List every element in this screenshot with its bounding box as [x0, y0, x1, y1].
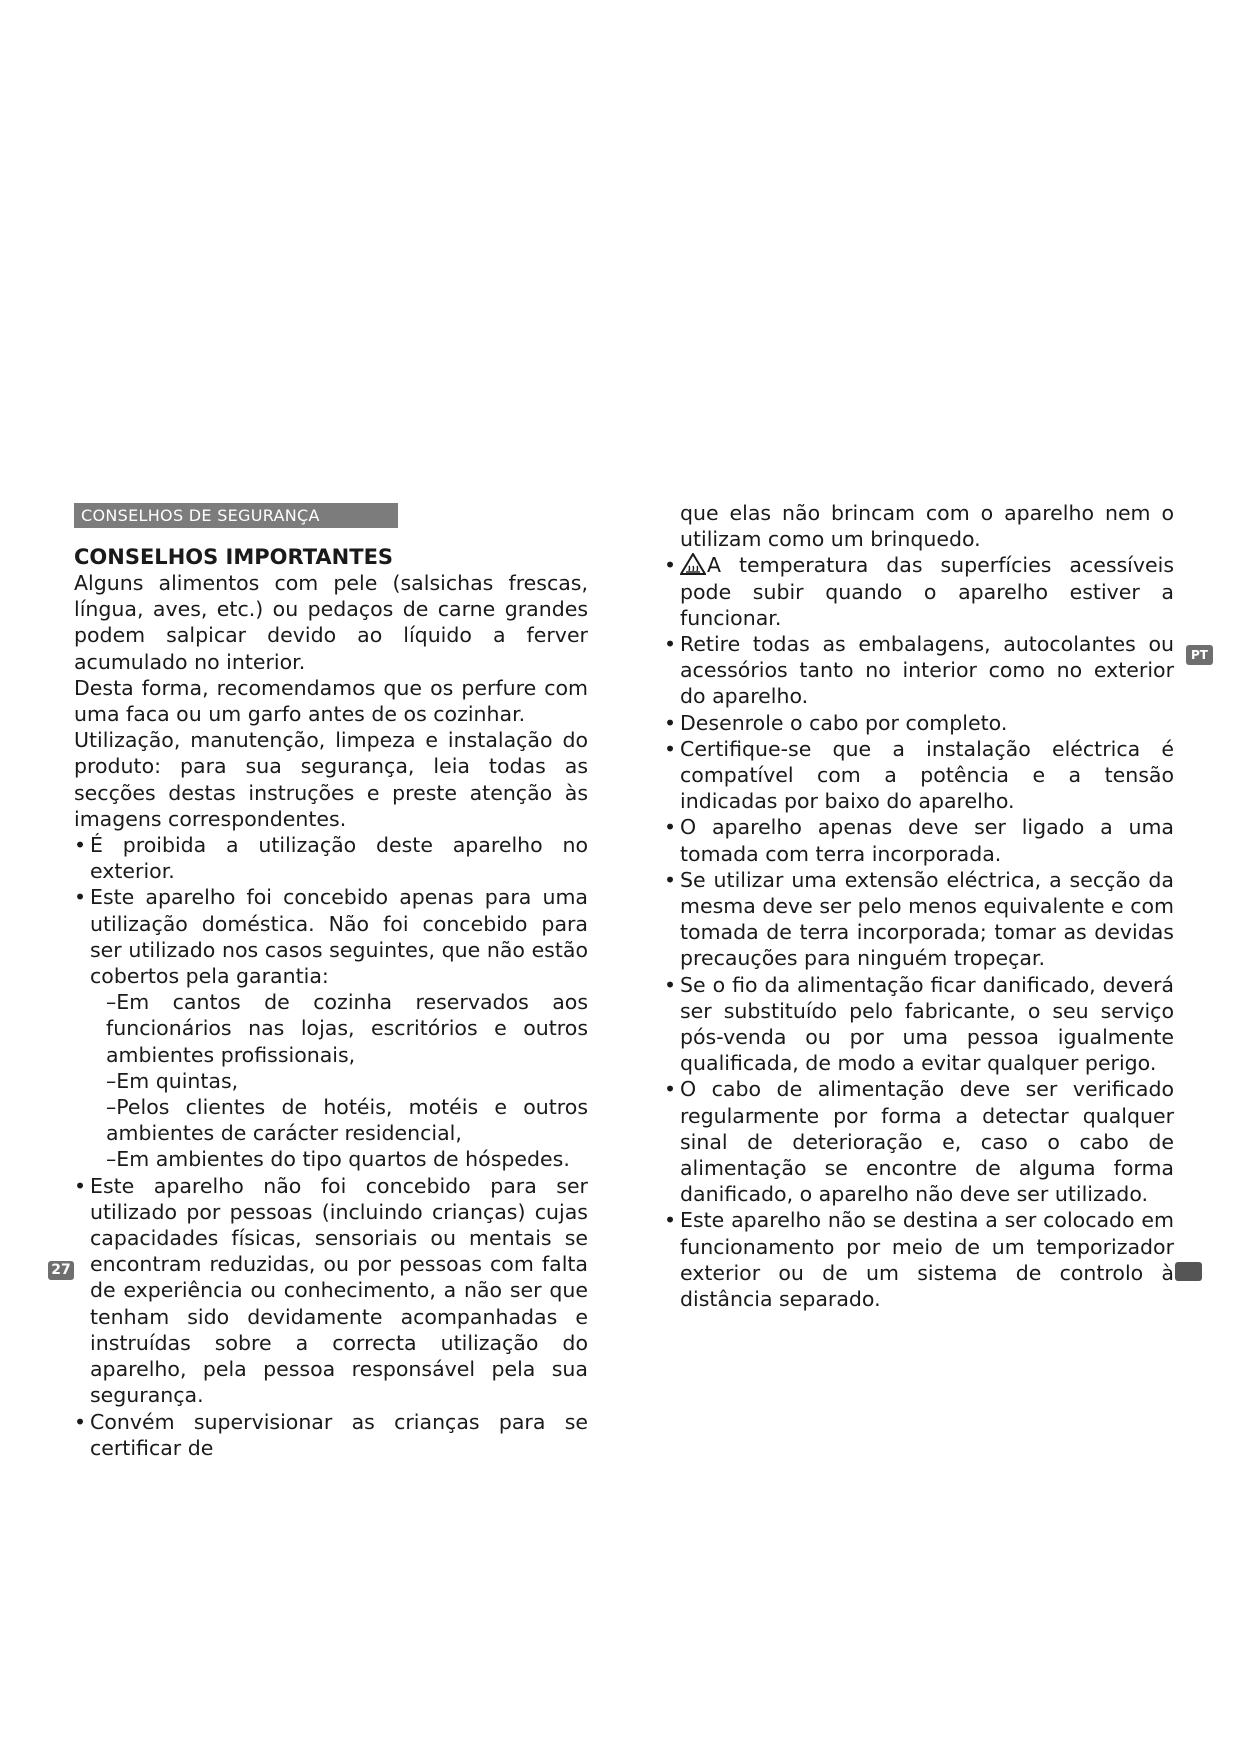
list-item-warning	[664, 552, 1174, 631]
list-item	[664, 1207, 1174, 1312]
left-column	[74, 500, 588, 1461]
list-item	[664, 631, 1174, 710]
bullet-icon: •	[664, 867, 677, 892]
list-item-text: Convém supervisionar as crianças para se certificar de	[90, 1409, 588, 1460]
list-item	[74, 1173, 588, 1409]
bullet-icon: •	[664, 815, 677, 840]
language-tab: PT	[1186, 645, 1213, 665]
sub-list-item: –Pelos clientes de hotéis, motéis e outros ambientes de carácter residencial,	[106, 1095, 588, 1146]
bullet-icon: •	[664, 632, 677, 657]
list-item-text-warning	[680, 552, 1174, 631]
list-item-text: Se utilizar uma extensão eléctrica, a secção da mesma deve ser pelo menos equivalente e com tomada de terra incorporada; tomar as devidas precauções para ninguém tropeçar.	[680, 867, 1174, 971]
page-number: 27	[48, 1261, 74, 1280]
list-item-text: Este aparelho não foi concebido para ser utilizado por pessoas (incluindo crianças) cujas capacidades físicas, sensoriais ou mentais se encontram reduzidas, ou por pessoas com falta de experiência ou conhecimento, a não ser que tenham sido devidamente acompanhadas e instruídas sobre a correcta utilização do aparelho, pela pessoa responsável pela sua segurança.	[90, 1173, 588, 1408]
list-item-text: Se o fio da alimentação ficar danificado, deverá ser substituído pelo fabricante, o seu serviço pós-venda ou por uma pessoa igualmente qualificada, de modo a evitar qualquer perigo.	[680, 972, 1174, 1076]
list-item	[664, 710, 1174, 736]
list-item	[664, 972, 1174, 1077]
sub-list-item: –Em ambientes do tipo quartos de hóspedes.	[106, 1147, 570, 1172]
continuation-text: que elas não brincam com o aparelho nem o utilizam como um brinquedo.	[680, 501, 1174, 552]
bullet-icon: •	[74, 1409, 87, 1434]
list-item	[664, 1076, 1174, 1207]
list-item-text: Este aparelho não se destina a ser colocado em funcionamento por meio de um temporizador exterior ou de um sistema de controlo à distância separado.	[680, 1208, 1174, 1312]
bullet-icon: •	[664, 710, 677, 735]
list-item-text: O cabo de alimentação deve ser verificado regularmente por forma a detectar qualquer sinal de deterioração e, caso o cabo de alimentação se encontre de alguma forma danificado, o aparelho não deve ser utilizado.	[680, 1077, 1174, 1207]
list-item-text: É proibida a utilização deste aparelho no exterior.	[90, 833, 588, 884]
list-item-text: O aparelho apenas deve ser ligado a uma tomada com terra incorporada.	[680, 815, 1174, 866]
list-item-text: Retire todas as embalagens, autocolantes ou acessórios tanto no interior como no exterior do aparelho.	[680, 632, 1174, 709]
section-header: CONSELHOS DE SEGURANÇA	[74, 503, 398, 528]
bullet-icon: •	[74, 885, 87, 910]
hot-surface-warning-icon	[680, 553, 706, 575]
list-item-text: Este aparelho foi concebido apenas para uma utilização doméstica. Não foi concebido para ser utilizado nos casos seguintes, que não estão cobertos pela garantia:	[90, 885, 588, 989]
list-item	[664, 814, 1174, 866]
list-item-text: Desenrole o cabo por completo.	[680, 710, 1008, 735]
list-item	[74, 884, 588, 989]
list-item	[74, 1409, 588, 1461]
bullet-icon: •	[664, 736, 677, 761]
bullet-icon: •	[664, 553, 677, 578]
bullet-icon: •	[664, 1077, 677, 1102]
page-heading: CONSELHOS IMPORTANTES	[74, 545, 394, 569]
sub-list-item: –Em cantos de cozinha reservados aos funcionários nas lojas, escritórios e outros ambientes profissionais,	[106, 990, 588, 1067]
sub-list-item: –Em quintas,	[106, 1068, 239, 1093]
list-item	[74, 832, 588, 884]
warning-text: A temperatura das superfícies acessíveis pode subir quando o aparelho estiver a funcionar.	[680, 553, 1174, 630]
intro-paragraph-1: Alguns alimentos com pele (salsichas frescas, língua, aves, etc.) ou pedaços de carne grandes podem salpicar devido ao líquido a ferver acumulado no interior.	[74, 571, 588, 674]
intro-paragraph-3: Utilização, manutenção, limpeza e instalação do produto: para sua segurança, leia todas as secções destas instruções e preste atenção às imagens correspondentes.	[74, 728, 588, 831]
bullet-icon: •	[74, 1173, 87, 1198]
intro-paragraph-2: Desta forma, recomendamos que os perfure com uma faca ou um garfo antes de os cozinhar.	[74, 675, 588, 727]
bullet-icon: •	[664, 1208, 677, 1233]
section-end-marker	[1175, 1262, 1202, 1281]
right-column	[664, 500, 1174, 1312]
bullet-icon: •	[74, 833, 87, 858]
list-item	[664, 736, 1174, 815]
list-item-text: Certifique-se que a instalação eléctrica é compatível com a potência e a tensão indicadas por baixo do aparelho.	[680, 736, 1174, 814]
list-item	[664, 867, 1174, 972]
bullet-icon: •	[664, 972, 677, 997]
